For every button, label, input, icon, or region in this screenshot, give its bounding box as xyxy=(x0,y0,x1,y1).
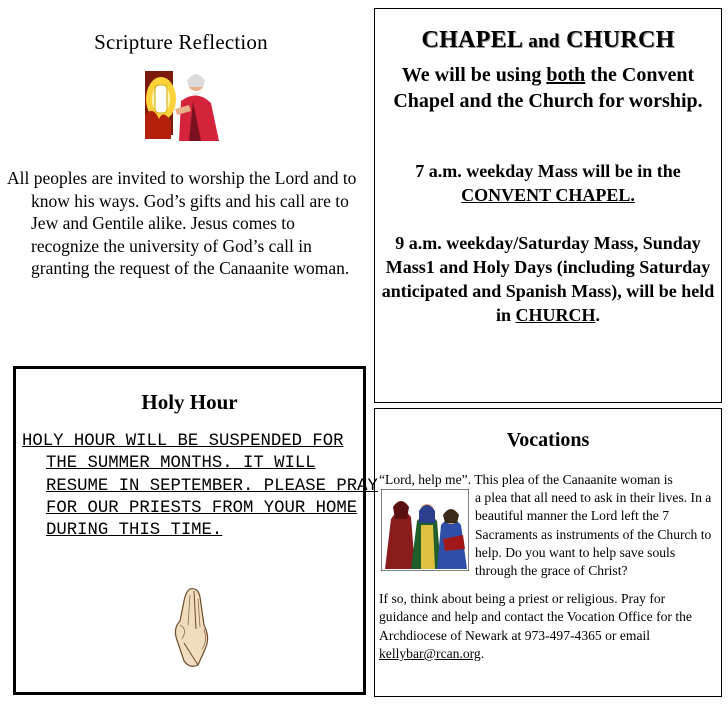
chapel-title-and: and xyxy=(528,31,560,52)
holy-hour-box xyxy=(13,366,378,695)
chapel-p2-before: 7 a.m. weekday Mass will be in the xyxy=(415,161,681,181)
chapel-p3-after: . xyxy=(595,305,600,325)
chapel-p1-before: We will be using xyxy=(401,64,547,86)
vocations-p2-text: If so, think about being a priest or religious. Pray for guidance and help and contact the Vocation Office for the Archdiocese of Newark at 973-497-4365 or email xyxy=(379,591,692,643)
vocations-p1-first: “Lord, help me”. This plea of the Canaanite woman is xyxy=(379,472,673,487)
holy-hour-body: HOLY HOUR WILL BE SUSPENDED FOR THE SUMMER MONTHS. IT WILL RESUME IN SEPTEMBER. PLEASE PRAY FOR OUR PRIESTS FROM YOUR HOME DURING THIS TIME. xyxy=(22,432,378,541)
vocations-title: Vocations xyxy=(506,429,590,451)
chapel-p1-emph: both xyxy=(546,64,586,86)
chapel-weekday-paragraph xyxy=(383,159,713,207)
chapel-worship-paragraph xyxy=(381,62,715,114)
holy-hour-title: Holy Hour xyxy=(141,390,238,414)
chapel-church-paragraph xyxy=(381,231,715,327)
vocations-paragraph-2 xyxy=(379,590,717,663)
chapel-p2-emph: CONVENT CHAPEL. xyxy=(461,185,635,205)
vocations-p1-rest: a plea that all need to ask in their lives. In a beautiful manner the Lord left the 7 Sacraments as instruments of the Church to help. Do you want to help save souls through the grace of Christ? xyxy=(475,490,712,579)
chapel-p3-before: 9 a.m. weekday/Saturday Mass, Sunday Mass1 and Holy Days (including Saturday anticipated and Spanish Mass), will be held in xyxy=(381,233,715,325)
scripture-title: Scripture Reflection xyxy=(94,30,268,54)
chapel-title xyxy=(375,27,721,54)
vocations-email-after: . xyxy=(480,645,485,661)
praying-hands-icon xyxy=(168,585,220,669)
chapel-title-word1: CHAPEL xyxy=(421,27,522,53)
chapel-and-church-box xyxy=(374,8,722,403)
vocations-paragraph-1 xyxy=(379,471,717,580)
moses-burning-bush-icon xyxy=(141,65,221,145)
scripture-body: All peoples are invited to worship the Lord and to know his ways. God’s gifts and his call are to Jew and Gentile alike. Jesus comes to recognize the university of God’s call in granting the request of the Canaanite woman. xyxy=(7,168,357,278)
vocations-box xyxy=(374,408,722,697)
chapel-p3-emph: CHURCH xyxy=(515,305,596,325)
vocations-email-link[interactable]: kellybar@rcan.org xyxy=(379,645,481,661)
jesus-and-canaanite-woman-icon xyxy=(381,489,469,571)
scripture-reflection-section xyxy=(0,22,362,280)
chapel-p1-after: the Convent Chapel and the Church for worship. xyxy=(393,64,703,112)
chapel-title-word2: CHURCH xyxy=(566,27,675,53)
